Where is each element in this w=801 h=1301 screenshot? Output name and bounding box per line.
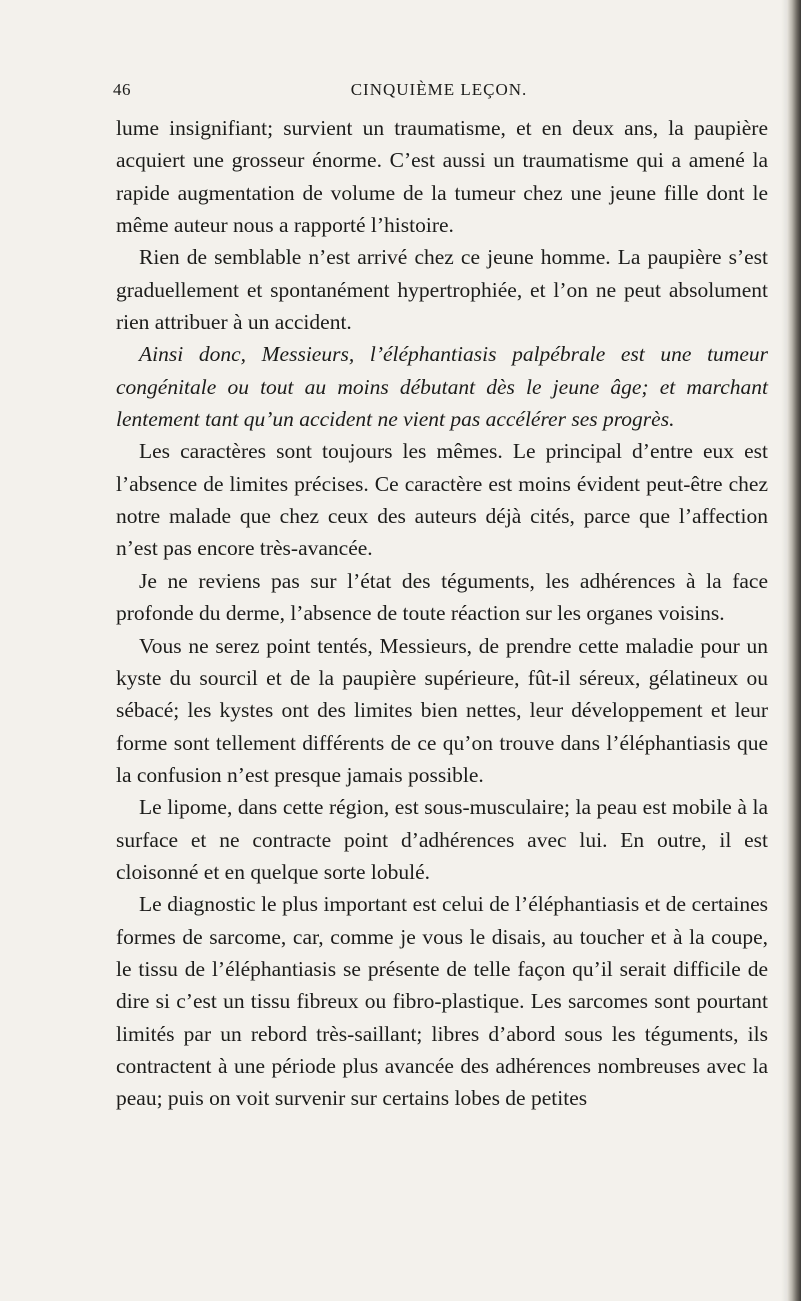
paragraph-7: Le lipome, dans cette région, est sous-musculaire; la peau est mobile à la surface et ne contracte point d’adhérences avec lui. En outre, il est cloisonné et en quelque sorte lobulé. [116,795,768,884]
paragraph-6: Vous ne serez point tentés, Messieurs, de prendre cette maladie pour un kyste du sourcil et de la paupière supérieure, fût-il séreux, gélatineux ou sébacé; les kystes ont des limites bien nettes, leur développement et leur forme sont tellement différents de ce qu’on trouve dans l’éléphantiasis que la confusion n’est presque jamais possible. [116,633,768,787]
page-number: 46 [113,80,131,99]
page-header [113,80,765,110]
paragraph-8: Le diagnostic le plus important est celui de l’éléphantiasis et de certaines formes de sarcome, car, comme je vous le disais, au toucher et à la coupe, le tissu de l’éléphantiasis se présente de telle façon qu’il serait difficile de dire si c’est un tissu fibreux ou fibro-plastique. Les sarcomes sont pourtant limités par un rebord très-saillant; libres d’abord sous les téguments, ils contractent à une période plus avancée des adhérences nombreuses avec la peau; puis on voit survenir sur certains lobes de petites [116,892,768,1111]
page-edge [787,0,801,1301]
running-title: CINQUIÈME LEÇON. [350,80,528,99]
body-text [116,112,768,1115]
paragraph-5: Je ne reviens pas sur l’état des téguments, les adhérences à la face profonde du derme, l’absence de toute réaction sur les organes voisins. [116,568,768,626]
paragraph-2: Rien de semblable n’est arrivé chez ce jeune homme. La paupière s’est graduellement et spontanément hypertrophiée, et l’on ne peut absolument rien attribuer à un accident. [116,245,768,335]
paragraph-4: Les caractères sont toujours les mêmes. Le principal d’entre eux est l’absence de limites précises. Ce caractère est moins évident peut-être chez notre malade que chez ceux des auteurs déjà cités, parce que l’affection n’est pas encore très-avancée. [116,439,768,561]
paragraph-3-italic: Ainsi donc, Messieurs, l’éléphantiasis palpébrale est une tumeur congénitale ou tout au moins débutant dès le jeune âge; et marchant lentement tant qu’un accident ne vient pas accélérer ses progrès. [116,342,768,432]
paragraph-1: lume insignifiant; survient un traumatisme, et en deux ans, la paupière acquiert une grosseur énorme. C’est aussi un traumatisme qui a amené la rapide augmentation de volume de la tumeur chez une jeune fille dont le même auteur nous a rapporté l’histoire. [116,116,768,238]
